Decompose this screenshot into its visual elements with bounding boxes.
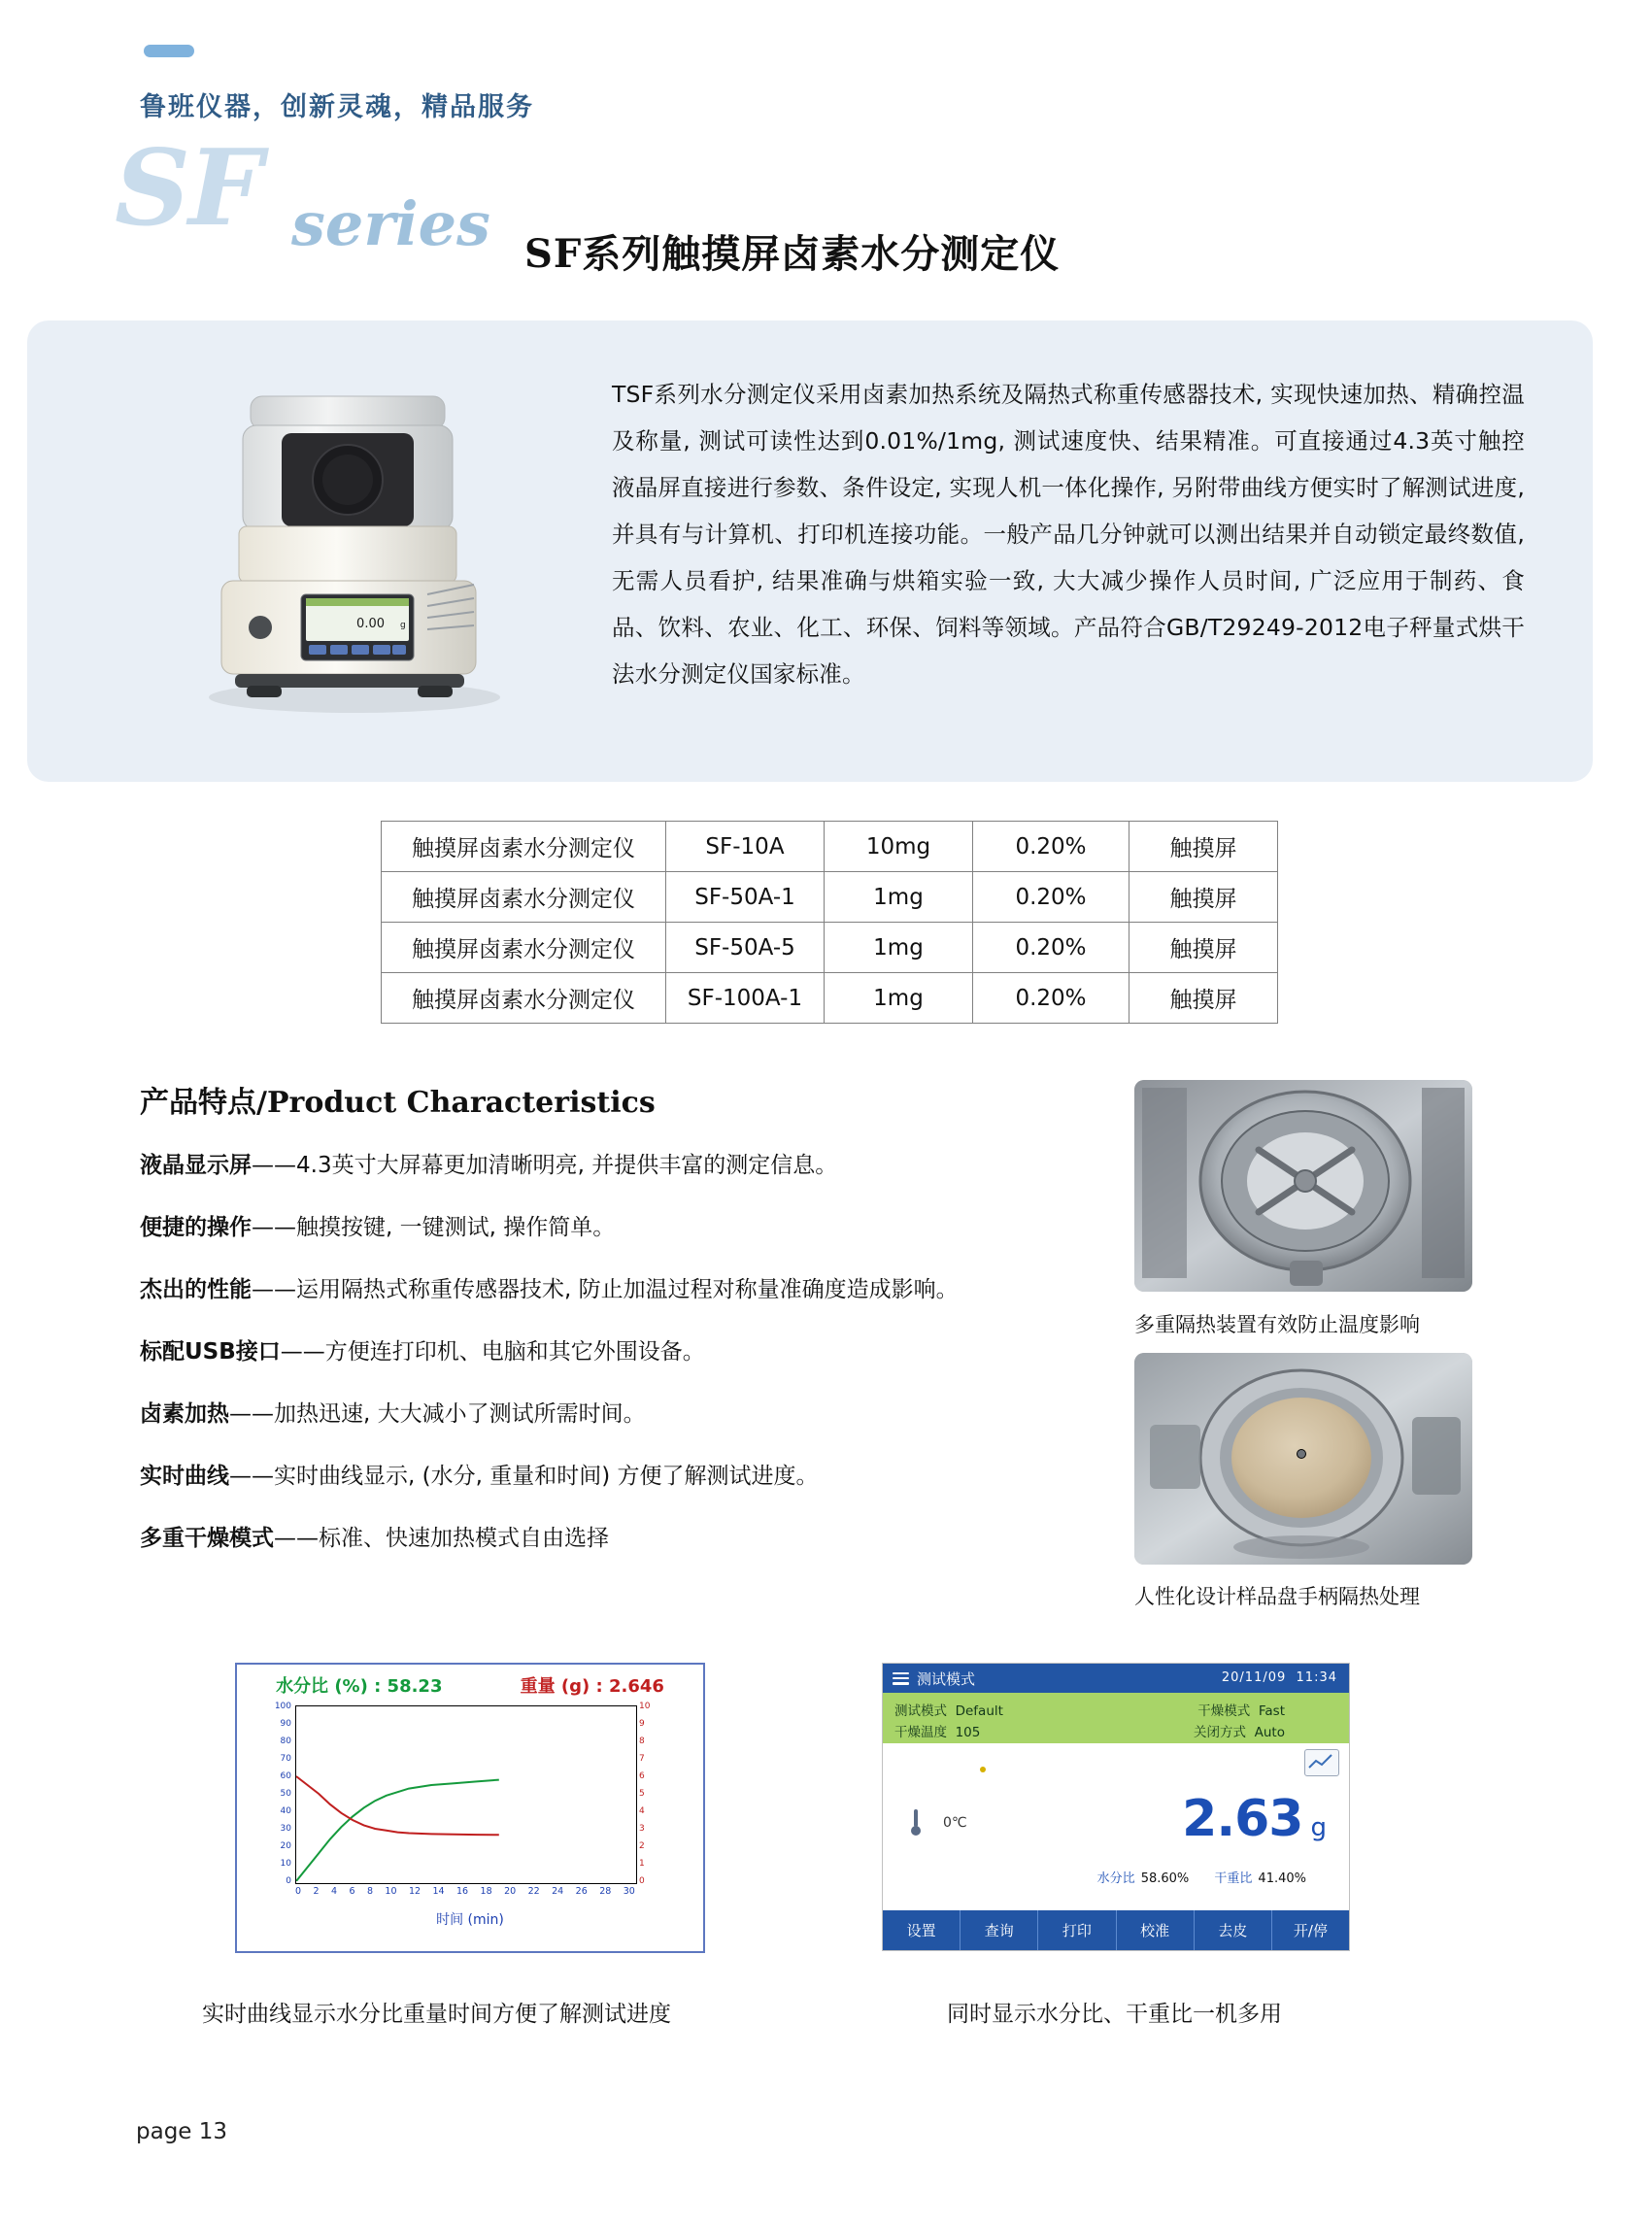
param-value: 105	[955, 1725, 981, 1740]
table-row	[382, 923, 1278, 973]
tick: 22	[527, 1886, 540, 1897]
cell-model: SF-50A-5	[666, 923, 825, 973]
cell-display: 触摸屏	[1129, 973, 1278, 1024]
cell-product-name: 触摸屏卤素水分测定仪	[382, 822, 666, 872]
photo-caption: 人性化设计样品盘手柄隔热处理	[1134, 1585, 1420, 1608]
features-heading: 产品特点/Product Characteristics	[140, 1086, 656, 1120]
device-ui-caption: 同时显示水分比、干重比一机多用	[947, 2002, 1282, 2027]
tick: 20	[504, 1886, 517, 1897]
cell-readability: 10mg	[825, 822, 973, 872]
tick: 0	[639, 1876, 645, 1886]
features-list	[140, 1151, 1033, 1586]
param-label: 干燥模式	[1197, 1703, 1251, 1719]
curve-lines	[296, 1706, 634, 1881]
param-label: 测试模式	[894, 1703, 947, 1719]
tick: 2	[313, 1886, 320, 1897]
feature-desc: ——方便连打印机、电脑和其它外围设备。	[280, 1339, 705, 1365]
table-row	[382, 822, 1278, 872]
ui-param-dry-mode	[1197, 1700, 1285, 1719]
tick: 30	[623, 1886, 635, 1897]
tick: 8	[639, 1736, 645, 1746]
page-number: page 13	[136, 2119, 228, 2144]
series-moisture	[296, 1780, 499, 1881]
ui-titlebar	[883, 1664, 1349, 1693]
tick: 80	[280, 1736, 291, 1746]
page-title: SF系列触摸屏卤素水分测定仪	[524, 231, 1061, 277]
tick: 90	[280, 1719, 291, 1729]
cell-display: 触摸屏	[1129, 923, 1278, 973]
temperature-readout: 0℃	[943, 1815, 967, 1831]
tick: 0	[286, 1876, 291, 1886]
logo-series-text: series	[291, 188, 490, 259]
settings-button[interactable]: 设置	[883, 1910, 961, 1950]
feature-desc: ——运用隔热式称重传感器技术, 防止加温过程对称量准确度造成影响。	[252, 1277, 959, 1302]
param-label: 关闭方式	[1194, 1725, 1247, 1740]
tick: 10	[280, 1859, 291, 1869]
feature-desc: ——触摸按键, 一键测试, 操作简单。	[252, 1215, 616, 1240]
curve-header	[237, 1672, 703, 1698]
series-weight	[296, 1776, 499, 1835]
tick: 16	[456, 1886, 469, 1897]
print-button[interactable]: 打印	[1038, 1910, 1116, 1950]
feature-name: 便捷的操作	[140, 1215, 252, 1240]
dryweight-label: 干重比	[1214, 1871, 1253, 1886]
cell-readability: 1mg	[825, 923, 973, 973]
y-axis-right-ticks	[639, 1702, 660, 1886]
product-photo	[146, 340, 563, 758]
sample-pan-photo	[1134, 1353, 1472, 1565]
ui-param-dry-temp	[894, 1721, 980, 1740]
tick: 2	[639, 1841, 645, 1851]
ui-param-test-mode	[894, 1700, 1003, 1719]
tick: 40	[280, 1806, 291, 1816]
tick: 6	[639, 1771, 645, 1781]
tick: 5	[639, 1789, 645, 1799]
plot-area	[295, 1705, 637, 1884]
tick: 50	[280, 1789, 291, 1799]
cell-product-name: 触摸屏卤素水分测定仪	[382, 923, 666, 973]
specification-table	[381, 821, 1278, 1024]
feature-name: 卤素加热	[140, 1401, 229, 1427]
feature-name: 实时曲线	[140, 1464, 229, 1489]
cell-accuracy: 0.20%	[973, 923, 1129, 973]
tick: 1	[639, 1859, 645, 1869]
table-row	[382, 872, 1278, 923]
cell-readability: 1mg	[825, 872, 973, 923]
query-button[interactable]: 查询	[961, 1910, 1038, 1950]
tick: 3	[639, 1824, 645, 1834]
main-weight-unit: g	[1310, 1813, 1326, 1842]
param-value: Auto	[1254, 1725, 1285, 1740]
tick: 100	[274, 1702, 291, 1711]
list-item	[140, 1337, 1033, 1366]
ui-date: 20/11/09	[1221, 1670, 1287, 1685]
company-tagline: 鲁班仪器，创新灵魂，精品服务	[140, 92, 534, 122]
svg-text:g: g	[400, 621, 406, 630]
intro-paragraph: TSF系列水分测定仪采用卤素加热系统及隔热式称重传感器技术, 实现快速加热、精确控温及称量, 测试可读性达到0.01%/1mg, 测试速度快、结果精准。可直接通过4.3英寸触控液晶屏直接进行参数、条件设定, 实现人机一体化操作, 另附带曲线方便实时了解测试进度, 并具有与计算机、打印机连接功能。一般产品几分钟就可以测出结果并自动锁定最终数值, 无需人员看护, 结果准确与烘箱实验一致, 大大减少操作人员时间, 广泛应用于制药、食品、饮料、农业、化工、环保、饲料等领域。产品符合GB/T29249-2012电子秤量式烘干法水分测定仪国家标准。	[612, 381, 1525, 688]
main-weight-value: 2.63	[1182, 1790, 1303, 1848]
cell-display: 触摸屏	[1129, 872, 1278, 923]
logo-sf-text: SF	[115, 127, 261, 250]
ui-button-bar	[883, 1910, 1349, 1950]
curve-moisture-readout: 水分比 (%) : 58.23	[276, 1676, 443, 1697]
x-axis-label: 时间 (min)	[436, 1912, 504, 1928]
dryweight-value: 41.40%	[1258, 1871, 1306, 1886]
tick: 60	[280, 1771, 291, 1781]
realtime-curve-screen	[235, 1663, 705, 1953]
feature-desc: ——标准、快速加热模式自由选择	[274, 1526, 609, 1551]
list-item	[140, 1399, 1033, 1429]
cell-accuracy: 0.20%	[973, 822, 1129, 872]
param-label: 干燥温度	[894, 1725, 947, 1740]
chart-icon[interactable]	[1304, 1749, 1339, 1776]
tare-button[interactable]: 去皮	[1195, 1910, 1272, 1950]
main-weight-readout	[1182, 1790, 1326, 1848]
ui-sub-readouts	[1097, 1868, 1328, 1886]
tick: 14	[432, 1886, 445, 1897]
list-item	[140, 1462, 1033, 1491]
ui-title-text: 测试模式	[917, 1669, 976, 1688]
y-axis-left-ticks	[258, 1702, 291, 1886]
param-value: Default	[955, 1703, 1003, 1719]
tick: 4	[639, 1806, 645, 1816]
menu-icon[interactable]	[893, 1672, 909, 1685]
feature-name: 标配USB接口	[140, 1339, 281, 1365]
thermometer-icon	[908, 1807, 924, 1837]
x-axis-ticks	[295, 1886, 635, 1897]
cell-accuracy: 0.20%	[973, 973, 1129, 1024]
ui-main-body	[883, 1743, 1349, 1910]
tick: 7	[639, 1754, 645, 1764]
cell-accuracy: 0.20%	[973, 872, 1129, 923]
feature-desc: ——4.3英寸大屏幕更加清晰明亮, 并提供丰富的测定信息。	[252, 1153, 838, 1178]
table-row	[382, 973, 1278, 1024]
tick: 10	[385, 1886, 397, 1897]
device-ui-screen	[882, 1663, 1350, 1951]
tick: 12	[408, 1886, 421, 1897]
cell-model: SF-100A-1	[666, 973, 825, 1024]
start-stop-button[interactable]: 开/停	[1293, 1922, 1328, 1939]
tick: 30	[280, 1824, 291, 1834]
ui-parameter-bar	[883, 1693, 1349, 1743]
tick: 24	[552, 1886, 564, 1897]
moisture-value: 58.60%	[1140, 1871, 1190, 1886]
feature-desc: ——加热迅速, 大大减小了测试所需时间。	[229, 1401, 646, 1427]
status-indicator-dot	[980, 1767, 986, 1772]
ui-time: 11:34	[1296, 1670, 1337, 1685]
cell-display: 触摸屏	[1129, 822, 1278, 872]
ui-datetime	[1222, 1670, 1337, 1685]
feature-name: 多重干燥模式	[140, 1526, 274, 1551]
moisture-label: 水分比	[1096, 1871, 1135, 1886]
feature-name: 杰出的性能	[140, 1277, 252, 1302]
tick: 6	[349, 1886, 355, 1897]
param-value: Fast	[1258, 1703, 1285, 1719]
cell-model: SF-10A	[666, 822, 825, 872]
chamber-photo	[1134, 1080, 1472, 1292]
cell-readability: 1mg	[825, 973, 973, 1024]
calibrate-button[interactable]: 校准	[1117, 1910, 1195, 1950]
feature-name: 液晶显示屏	[140, 1153, 252, 1178]
cell-product-name: 触摸屏卤素水分测定仪	[382, 973, 666, 1024]
list-item	[140, 1151, 1033, 1180]
cell-product-name: 触摸屏卤素水分测定仪	[382, 872, 666, 923]
tick: 18	[480, 1886, 492, 1897]
tick: 20	[280, 1841, 291, 1851]
list-item	[140, 1275, 1033, 1304]
list-item	[140, 1524, 1033, 1553]
cell-model: SF-50A-1	[666, 872, 825, 923]
tick: 10	[639, 1702, 651, 1711]
tick: 26	[575, 1886, 588, 1897]
tick: 70	[280, 1754, 291, 1764]
tick: 4	[330, 1886, 338, 1897]
tick: 28	[599, 1886, 612, 1897]
curve-screen-caption: 实时曲线显示水分比重量时间方便了解测试进度	[202, 2002, 671, 2027]
tick: 9	[639, 1719, 645, 1729]
tick: 0	[295, 1886, 302, 1897]
header-accent-dash	[144, 45, 194, 57]
feature-desc: ——实时曲线显示, (水分, 重量和时间) 方便了解测试进度。	[229, 1464, 819, 1489]
curve-weight-readout: 重量 (g) : 2.646	[520, 1676, 664, 1697]
svg-text:0.00: 0.00	[356, 617, 385, 631]
photo-caption: 多重隔热装置有效防止温度影响	[1134, 1313, 1420, 1336]
tick: 8	[366, 1886, 373, 1897]
ui-param-shutdown-mode	[1194, 1721, 1285, 1740]
list-item	[140, 1213, 1033, 1242]
